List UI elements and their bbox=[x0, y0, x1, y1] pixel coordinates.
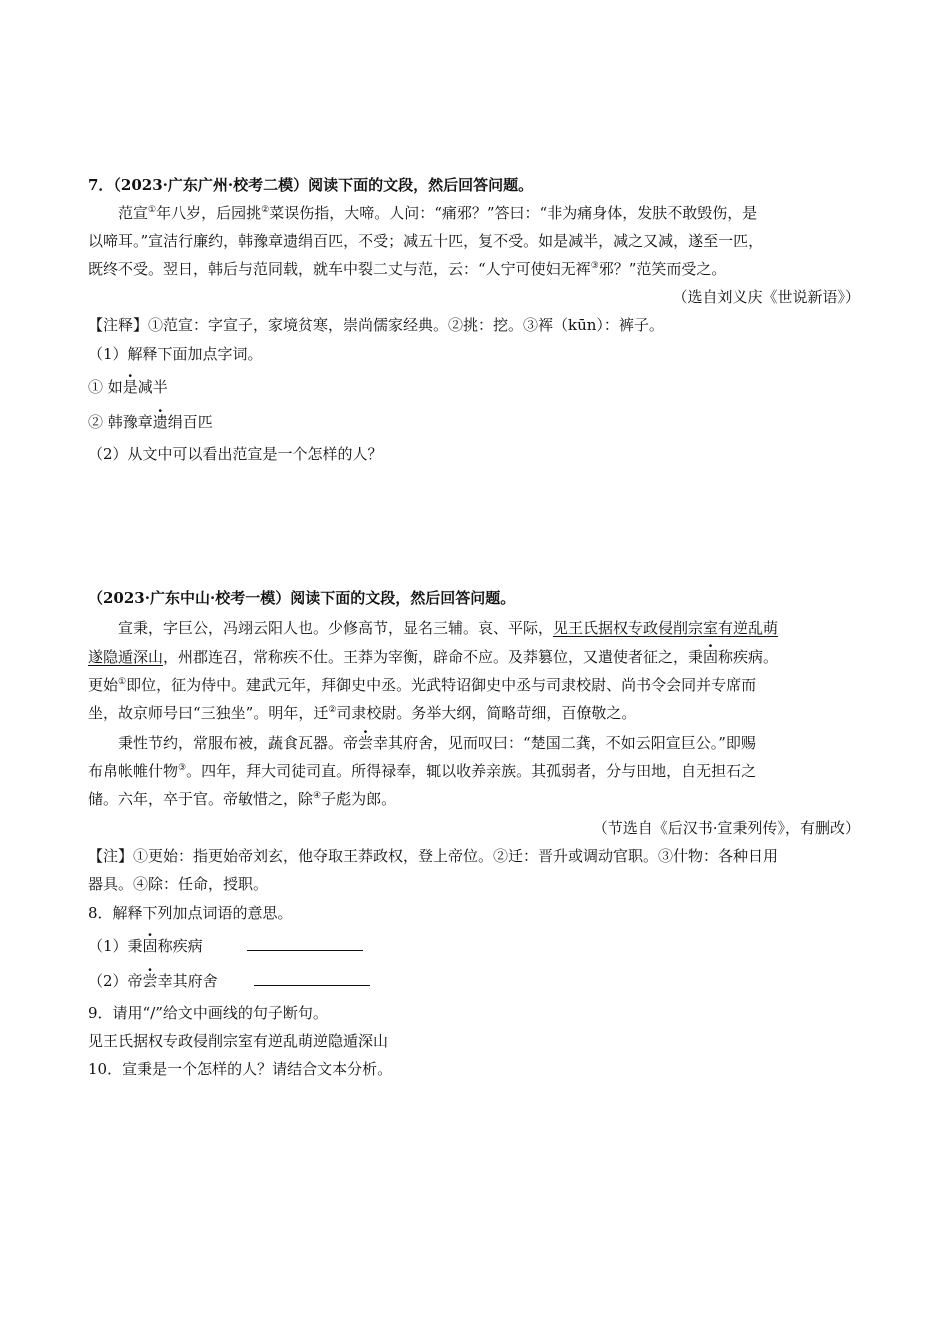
text: 即位，征为侍中。建武元年，拜御史中丞。光武特诏御史中丞与司隶校尉、尚书令会同并专席而 bbox=[126, 676, 757, 694]
text: 绢百匹 bbox=[167, 413, 213, 431]
footnote-mark: ① bbox=[148, 205, 157, 215]
q7-paragraph-line: 以啼耳。”宣洁行廉约，韩豫章遗绢百匹，不受；减五十匹，复不受。如是减半，减之又减，遂至一匹， bbox=[88, 232, 764, 250]
q8-notes-line: 器具。④除：任命，授职。 bbox=[88, 875, 269, 893]
q8-paragraph-line bbox=[88, 675, 756, 695]
q8-paragraph-line bbox=[118, 618, 778, 638]
emphasis-char: 尝 bbox=[142, 972, 158, 990]
underlined-sentence: 见王氏据权专政侵削宗室有逆乱萌 bbox=[553, 619, 779, 637]
q8-header: （2023·广东中山·校考一模）阅读下面的文段，然后回答问题。 bbox=[88, 589, 516, 607]
text: （1）秉 bbox=[88, 937, 143, 955]
q9-sentence: 见王氏据权专政侵削宗室有逆乱萌逆隐遁深山 bbox=[88, 1032, 389, 1050]
q8-paragraph-line bbox=[88, 703, 636, 723]
q7-item-2 bbox=[88, 412, 213, 432]
emphasis-char: 是 bbox=[122, 378, 138, 396]
q8-question: 8．解释下列加点词语的意思。 bbox=[88, 904, 293, 922]
footnote-mark: ③ bbox=[178, 763, 187, 773]
q7-header: 7．（2023·广东广州·校考二模）阅读下面的文段，然后回答问题。 bbox=[88, 176, 534, 194]
emphasis-char: 固 bbox=[703, 648, 719, 666]
footnote-mark: ③ bbox=[590, 261, 599, 271]
text: 更始 bbox=[88, 676, 119, 694]
q7-subquestion-1: （1）解释下面加点字词。 bbox=[88, 345, 263, 363]
q8-item-1 bbox=[88, 936, 363, 956]
q7-subquestion-2: （2）从文中可以看出范宣是一个怎样的人？ bbox=[88, 445, 383, 463]
answer-blank[interactable] bbox=[247, 936, 363, 951]
text: ② 韩豫章 bbox=[88, 413, 153, 431]
q9-question: 9．请用“/”给文中画线的句子断句。 bbox=[88, 1004, 328, 1022]
text: 既终不受。翌日，韩后与范同载，就车中裂二丈与范，云：“人宁可使妇无裈 bbox=[88, 260, 591, 278]
q7-notes: 【注释】①范宣：字宣子，家境贫寒，崇尚儒家经典。②挑：挖。③裈（kūn）：裤子。 bbox=[88, 316, 664, 334]
q7-paragraph-line bbox=[88, 259, 726, 279]
text: ① 如 bbox=[88, 378, 123, 396]
q10-question: 10．宣秉是一个怎样的人？请结合文本分析。 bbox=[88, 1060, 393, 1078]
q7-source: （选自刘义庆《世说新语》） bbox=[672, 288, 860, 306]
q8-notes-line: 【注】①更始：指更始帝刘玄，他夺取王莽政权，登上帝位。②迁：晋升或调动官职。③什物：各种日用 bbox=[88, 847, 779, 865]
answer-blank[interactable] bbox=[254, 971, 370, 986]
q8-paragraph-line bbox=[88, 789, 396, 809]
text: 布帛帐帷什物 bbox=[88, 762, 179, 780]
footnote-mark: ② bbox=[261, 205, 270, 215]
footnote-mark: ② bbox=[328, 705, 337, 715]
text: 储。六年，卒于官。帝敏惜之，除 bbox=[88, 790, 314, 808]
q7-paragraph-line bbox=[118, 203, 757, 223]
text: 幸其府舍 bbox=[157, 972, 218, 990]
q7-item-1 bbox=[88, 377, 168, 397]
text: 坐，故京师号曰“三独坐”。明年，迁 bbox=[88, 704, 329, 722]
text: 子彪为郎。 bbox=[321, 790, 397, 808]
text: ，州郡连召，常称疾不仕。王莽为宰衡，辟命不应。及莽篡位，又遣使者征之，秉 bbox=[163, 648, 704, 666]
text: 幸其府舍，见而叹曰：“楚国二龚，不如云阳宣巨公。”即赐 bbox=[373, 734, 756, 752]
emphasis-char: 遗 bbox=[152, 413, 168, 431]
footnote-mark: ① bbox=[118, 677, 127, 687]
emphasis-char: 尝 bbox=[358, 734, 374, 752]
text: 菜误伤指，大啼。人问：“痛邪？”答曰：“非为痛身体，发肤不敢毁伤，是 bbox=[269, 204, 758, 222]
q8-paragraph-line bbox=[88, 761, 756, 781]
text: 年八岁，后园挑 bbox=[156, 204, 262, 222]
text: 宣秉，字巨公，冯翊云阳人也。少修高节，显名三辅。哀、平际， bbox=[118, 619, 554, 637]
q8-paragraph-line bbox=[88, 647, 778, 667]
text: （2）帝 bbox=[88, 972, 143, 990]
footnote-mark: ④ bbox=[313, 791, 322, 801]
text: 。四年，拜大司徒司直。所得禄奉，辄以收养亲族。其孤弱者，分与田地，自无担石之 bbox=[186, 762, 757, 780]
text: 减半 bbox=[137, 378, 168, 396]
text: 司隶校尉。务举大纲，简略苛细，百僚敬之。 bbox=[336, 704, 637, 722]
text: 称疾病。 bbox=[718, 648, 779, 666]
text: 范宣 bbox=[118, 204, 149, 222]
q8-item-2 bbox=[88, 971, 370, 991]
text: 秉性节约，常服布被，蔬食瓦器。帝 bbox=[118, 734, 359, 752]
text: 称疾病 bbox=[157, 937, 203, 955]
emphasis-char: 固 bbox=[142, 937, 158, 955]
q8-source: （节选自《后汉书·宣秉列传》，有删改） bbox=[592, 819, 860, 837]
underlined-sentence: 遂隐遁深山 bbox=[88, 648, 164, 666]
q8-paragraph-line bbox=[118, 733, 756, 753]
text: 邪？”范笑而受之。 bbox=[598, 260, 727, 278]
